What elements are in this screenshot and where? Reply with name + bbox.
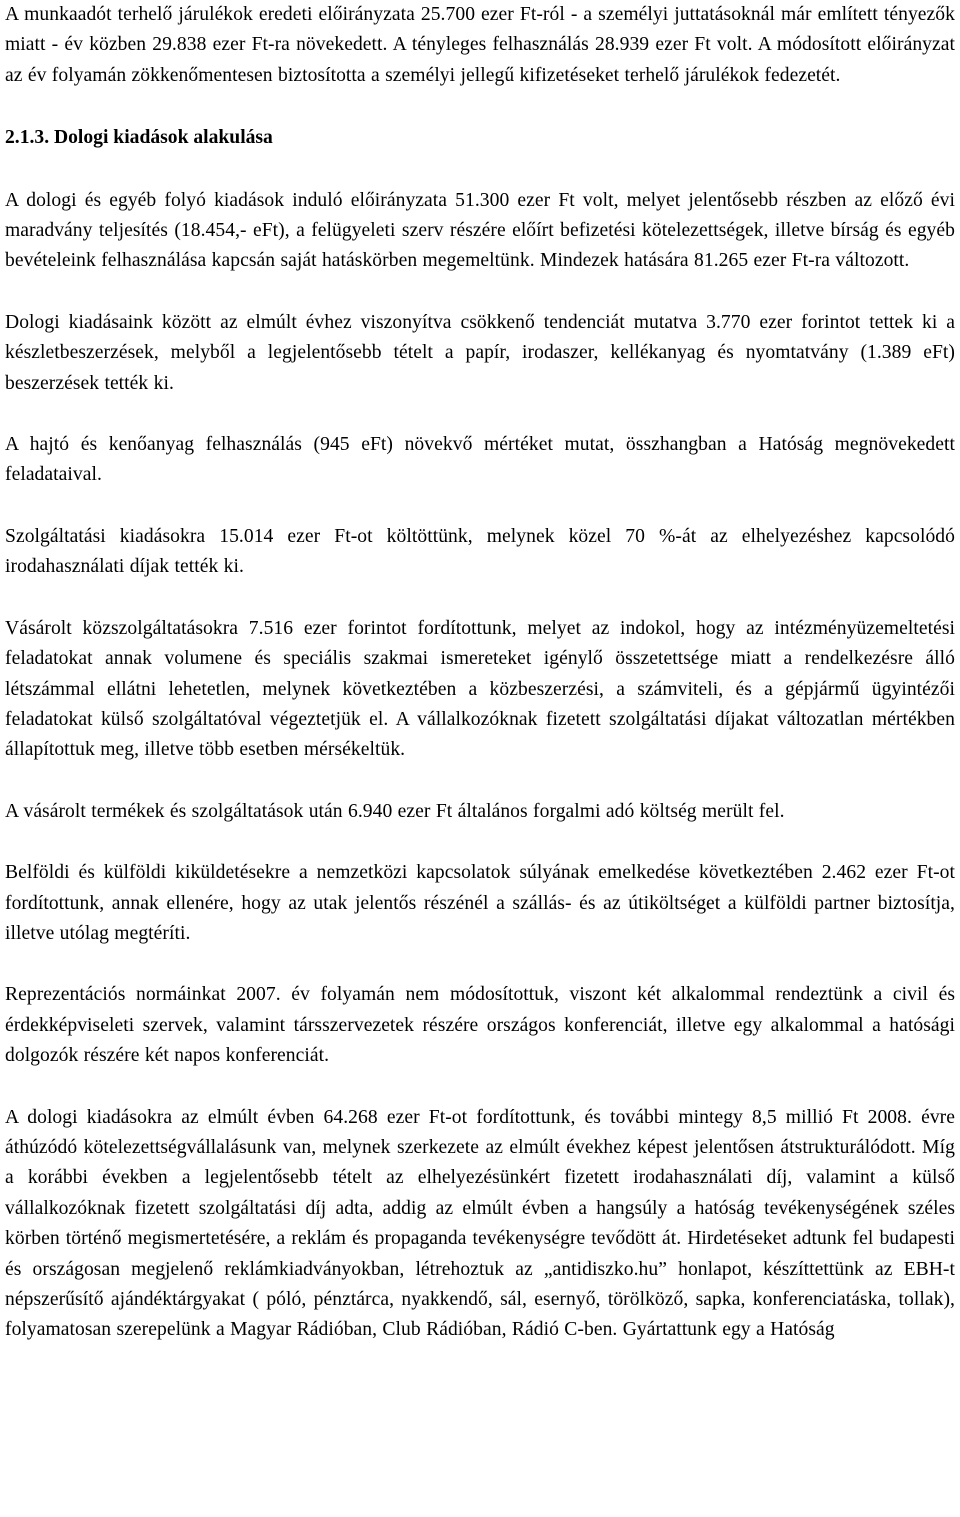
section-heading: 2.1.3. Dologi kiadások alakulása — [5, 127, 273, 149]
paragraph-material-expenses-total: A dologi kiadásokra az elmúlt évben 64.268 ezer Ft-ot fordítottunk, és további mintegy 8,5 millió Ft 2008. évre áthúzódó kötelezettségvállalásunk van, melynek szerkezete az elmúlt évekhez képest jelentősen átstrukturálódott. Míg a korábbi években a legjelentősebb tételt az elhelyezésünkért fizetett irodahasználati díj, valamint a külső vállalkozóknak fizetett szolgáltatási díj adta, addig az elmúlt évben a hangsúly a hatóság tevékenységének széles körben történő megismertetésére, a reklám és propaganda tevékenységre tevődött át. Hirdetéseket adtunk fel budapesti és országosan megjelenő reklámkiadványokban, létrehoztuk az „antidiszko.hu” honlapot, készíttettünk az EBH-t népszerűsítő ajándéktárgyakat ( póló, pénztárca, nyakkendő, sál, esernyő, törölköző, sapka, konferenciatáska, tollak), folyamatosan szerepelünk a Magyar Rádióban, Club Rádióban, Rádió C-ben. Gyártattunk egy a Hatóság — [5, 1106, 955, 1341]
paragraph-inventory-purchases: Dologi kiadásaink között az elmúlt évhez viszonyítva csökkenő tendenciát mutatva 3.770 ezer forintot tettek ki a készletbeszerzések, melyből a legjelentősebb tételt a papír, irodaszer, kellékanyag és nyomtatvány (1.389 eFt) beszerzések tették ki. — [5, 311, 955, 394]
paragraph-public-services: Vásárolt közszolgáltatásokra 7.516 ezer forintot fordítottunk, melyet az indokol, hogy az intézményüzemeltetési feladatokat annak volumene és speciális szakmai ismereteket igénylő összetettsége miatt a rendelkezésre álló létszámmal ellátni lehetetlen, melynek következtében a közbeszerzési, a számviteli, és a gépjármű ügyintézői feladatokat külső szolgáltatóval végeztetjük el. A vállalkozóknak fizetett szolgáltatási díjakat változatlan mértékben állapítottuk meg, illetve több esetben mérsékeltük. — [5, 617, 955, 761]
document-page — [5, 0, 955, 1346]
paragraph-service-expenses: Szolgáltatási kiadásokra 15.014 ezer Ft-ot költöttünk, melynek közel 70 %-át az elhelyezéshez kapcsolódó irodahasználati díjak tették ki. — [5, 525, 955, 578]
paragraph-vat: A vásárolt termékek és szolgáltatások után 6.940 ezer Ft általános forgalmi adó költség merült fel. — [5, 800, 785, 822]
paragraph-travel: Belföldi és külföldi kiküldetésekre a nemzetközi kapcsolatok súlyának emelkedése következtében 2.462 ezer Ft-ot fordítottunk, annak ellenére, hogy az utak jelentős részénél a szállás- és az útiköltséget a külföldi partner biztosítja, illetve utólag megtéríti. — [5, 862, 955, 944]
paragraph-material-expenses-budget: A dologi és egyéb folyó kiadások induló előirányzata 51.300 ezer Ft volt, melyet jelentősebb részben az előző évi maradvány teljesítés (18.454,- eFt), a felügyeleti szerv részére előírt befizetési kötelezettségek, illetve bírság és egyéb bevételeink felhasználása kapcsán saját hatáskörben megemeltünk. Mindezek hatására 81.265 ezer Ft-ra változott. — [5, 189, 955, 272]
paragraph-contributions: A munkaadót terhelő járulékok eredeti előirányzata 25.700 ezer Ft-ról - a személyi juttatásoknál már említett tényezők miatt - év közben 29.838 ezer Ft-ra növekedett. A tényleges felhasználás 28.939 ezer Ft volt. A módosított előirányzat az év folyamán zökkenőmentesen biztosította a személyi jellegű kifizetéseket terhelő járulékok fedezetét. — [5, 4, 955, 86]
paragraph-representation: Reprezentációs normáinkat 2007. év folyamán nem módosítottuk, viszont két alkalommal rendeztünk a civil és érdekképviseleti szervek, valamint társszervezetek részére országos konferenciát, illetve egy alkalommal a hatósági dolgozók részére két napos konferenciát. — [5, 984, 955, 1067]
paragraph-fuel-usage: A hajtó és kenőanyag felhasználás (945 eFt) növekvő mértéket mutat, összhangban a Hatóság megnövekedett feladataival. — [5, 434, 955, 486]
